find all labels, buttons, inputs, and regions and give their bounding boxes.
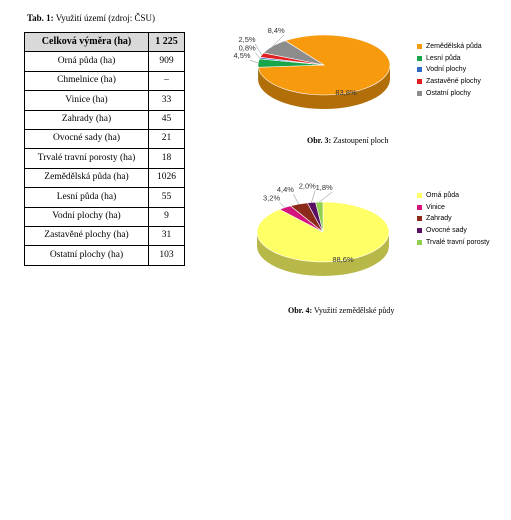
legend-label: Trvalé travní porosty (426, 238, 490, 246)
table-cell-label: Vodní plochy (ha) (25, 207, 149, 226)
table-cell-value: – (149, 71, 185, 90)
table-cell-label: Ostatní plochy (ha) (25, 246, 149, 265)
table-cell-value: 33 (149, 91, 185, 110)
legend-item (417, 41, 482, 53)
table-cell-label: Trvalé travní porosty (ha) (25, 149, 149, 168)
table-caption-prefix: Tab. 1: (27, 13, 54, 23)
legend-swatch (417, 216, 422, 221)
legend-item (417, 236, 490, 248)
pie-4-label-2: 4,4% (276, 185, 294, 195)
pie-3-label-0: 83,8% (335, 88, 357, 97)
pie-4-leader-4 (319, 192, 332, 202)
legend-item (417, 87, 482, 99)
pie-4-leader-2 (293, 194, 298, 204)
table-cell-label: Vinice (ha) (25, 91, 149, 110)
legend-item (417, 53, 482, 65)
legend-item (417, 225, 490, 237)
legend-label: Ostatní plochy (426, 89, 471, 97)
legend-swatch (417, 44, 422, 49)
table-cell-label: Lesní půda (ha) (25, 188, 149, 207)
legend-swatch (417, 56, 422, 61)
table-cell-value: 9 (149, 207, 185, 226)
pie-4-label-4: 1,8% (315, 183, 333, 193)
table-cell-value: 909 (149, 52, 185, 71)
pie-4-leader-1 (280, 203, 285, 208)
table-cell-value: 55 (149, 188, 185, 207)
pie-3-leader-2 (255, 52, 260, 58)
pie-4-label-1: 3,2% (263, 193, 281, 203)
pie-3-label-2: 0,8% (238, 43, 256, 53)
table-cell-label: Zastavěné plochy (ha) (25, 226, 149, 245)
legend-label: Zastavěné plochy (426, 78, 481, 86)
pie-4-label-0: 88,6% (332, 255, 354, 264)
figure-3-caption-text: Zastoupení ploch (331, 136, 389, 145)
legend-agri-use (417, 190, 490, 248)
table-cell-label: Zahrady (ha) (25, 110, 149, 129)
table-cell-value: 103 (149, 246, 185, 265)
figure-4-caption (288, 306, 394, 315)
legend-item (417, 190, 490, 202)
legend-label: Vinice (426, 203, 445, 211)
pie-4-label-3: 2,0% (298, 181, 316, 191)
legend-swatch (417, 79, 422, 84)
figure-3-caption (307, 136, 388, 145)
legend-item (417, 64, 482, 76)
figure-4-caption-prefix: Obr. 4: (288, 306, 313, 315)
pie-3-label-4: 8,4% (267, 25, 285, 35)
table-cell-value: 45 (149, 110, 185, 129)
legend-swatch (417, 67, 422, 72)
legend-swatch (417, 91, 422, 96)
table-cell-label: Orná půda (ha) (25, 52, 149, 71)
legend-label: Orná půda (426, 192, 460, 200)
figure-3-caption-prefix: Obr. 3: (307, 136, 332, 145)
pie-3-leader-1 (250, 60, 258, 63)
legend-swatch (417, 228, 422, 233)
legend-label: Vodní plochy (426, 66, 467, 74)
table-cell-label: Ovocné sady (ha) (25, 129, 149, 148)
table-cell-label: Zemědělská půda (ha) (25, 168, 149, 187)
legend-swatch (417, 240, 422, 245)
table-cell-label: Chmelnice (ha) (25, 71, 149, 90)
pie-3-label-3: 2,5% (238, 34, 256, 44)
pie-4-leader-3 (311, 190, 315, 202)
table-caption-text: Využití území (zdroj: ČSU) (53, 13, 156, 23)
legend-label: Lesní půda (426, 54, 461, 62)
legend-item (417, 213, 490, 225)
legend-item (417, 202, 490, 214)
table-cell-value: 21 (149, 129, 185, 148)
legend-label: Zahrady (426, 215, 452, 223)
table-cell-value: 31 (149, 226, 185, 245)
table-header-value: 1 225 (149, 33, 185, 52)
legend-item (417, 76, 482, 88)
pie-3-label-1: 4,5% (233, 51, 251, 61)
legend-swatch (417, 193, 422, 198)
legend-label: Ovocné sady (426, 227, 467, 235)
legend-land-use (417, 41, 482, 99)
table-header-label: Celková výměra (ha) (25, 33, 149, 52)
figure-4-caption-text: Využití zemědělské půdy (312, 306, 395, 315)
table-cell-value: 18 (149, 149, 185, 168)
legend-swatch (417, 205, 422, 210)
legend-label: Zemědělská půda (426, 43, 482, 51)
table-cell-value: 1026 (149, 168, 185, 187)
